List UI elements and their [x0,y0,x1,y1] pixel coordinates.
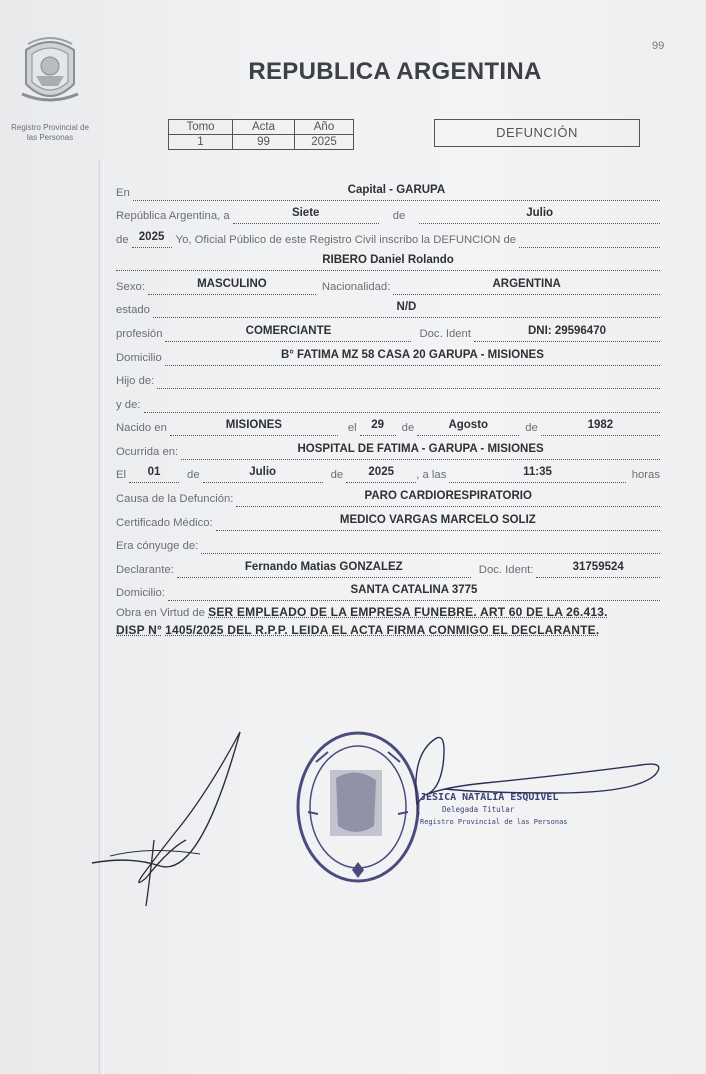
label-profesion: profesión [116,328,163,340]
field-declarante: Fernando Matias GONZALEZ [177,561,471,578]
row-inscripcion [116,227,660,248]
field-def-mes: Julio [203,466,323,483]
field-nacionalidad: ARGENTINA [393,278,660,295]
row-nombre [116,250,660,271]
obra-text2: 1405/2025 DEL R.P.P. LEIDA EL ACTA FIRMA CONMIGO EL DECLARANTE. [165,623,600,637]
register-table [168,119,354,150]
row-y-de [116,392,660,413]
field-certificado: MEDICO VARGAS MARCELO SOLIZ [216,514,660,531]
anio-header: Año [295,120,354,135]
label-sexo: Sexo: [116,281,145,293]
label-conyuge: Era cónyuge de: [116,540,199,552]
row-domicilio-declarante [116,580,660,601]
registry-caption: Registro Provincial de las Personas [11,123,89,142]
row-conyuge [116,533,660,554]
acta-header: Acta [233,120,295,135]
label-de: de [392,210,406,222]
obra-disp-prefix: DISP N° [116,623,162,637]
field-anio: 2025 [132,231,172,248]
provincial-emblem-icon [18,36,82,108]
obra-prefix: Obra en Virtud de [116,607,205,619]
row-estado [116,297,660,318]
field-mes: Julio [419,207,660,224]
field-lugar: Capital - GARUPA [133,184,660,201]
field-domicilio: B° FATIMA MZ 58 CASA 20 GARUPA - MISIONES [165,349,660,366]
declarant-signature [90,728,250,908]
field-nac-anio: 1982 [541,419,660,436]
label-doc-ident: Doc. Ident [419,328,471,340]
row-fecha [116,203,660,224]
label-nacionalidad: Nacionalidad: [321,281,391,293]
label-declarante: Declarante: [116,564,174,576]
label-horas: horas [631,469,660,481]
record-type-box: DEFUNCIÓN [434,119,640,147]
obra-line1 [116,604,676,622]
obra-text1: SER EMPLEADO DE LA EMPRESA FUNEBRE. ART 60 DE LA 26.413. [208,605,608,619]
field-estado: N/D [153,301,660,318]
label-doc-ident2: Doc. Ident: [478,564,534,576]
row-fecha-defuncion [116,462,660,483]
acta-value: 99 [233,135,295,150]
field-sexo: MASCULINO [148,278,316,295]
field-y-de [144,396,661,413]
register-header-row [169,120,354,135]
label-de-def: de [187,469,200,481]
field-blank-inscripcion [519,231,660,248]
field-dia: Siete [233,207,379,224]
row-lugar [116,180,660,201]
label-domicilio: Domicilio [116,352,162,364]
label-en: En [116,187,130,199]
field-declarante-doc: 31759524 [536,561,660,578]
label-causa: Causa de la Defunción: [116,493,234,505]
label-el-cap: El [116,469,127,481]
field-def-hora: 11:35 [449,466,625,483]
field-causa: PARO CARDIORESPIRATORIO [236,490,660,507]
row-nacimiento [116,415,660,436]
label-de-anio: de [116,234,129,246]
row-ocurrida [116,439,660,460]
label-yo-oficial: Yo, Oficial Público de este Registro Civil inscribo la DEFUNCION de [175,234,517,246]
label-de-nac: de [401,422,415,434]
register-value-row [169,135,354,150]
page-title: REPUBLICA ARGENTINA [248,58,542,85]
row-hijo-de [116,368,660,389]
paper-crease-highlight [103,160,104,1074]
label-hijo-de: Hijo de: [116,375,155,387]
row-profesion [116,321,660,342]
label-y-de: y de: [116,399,141,411]
field-conyuge [201,537,660,554]
label-el: el [347,422,357,434]
label-republica: República Argentina, a [116,210,230,222]
field-ocurrida-en: HOSPITAL DE FATIMA - GARUPA - MISIONES [181,443,660,460]
row-sexo [116,274,660,295]
field-declarante-domicilio: SANTA CATALINA 3775 [168,584,660,601]
label-domicilio2: Domicilio: [116,587,165,599]
label-nacido-en: Nacido en [116,422,167,434]
page-number: 99 [652,40,665,52]
row-domicilio [116,345,660,366]
registrar-org: Registro Provincial de las Personas [420,818,568,826]
field-nacido-en: MISIONES [170,419,338,436]
row-declarante [116,557,660,578]
field-def-anio: 2025 [346,466,416,483]
field-nac-dia: 29 [360,419,396,436]
field-def-dia: 01 [129,466,179,483]
field-hijo-de [157,372,660,389]
field-profesion: COMERCIANTE [165,325,411,342]
field-nombre: RIBERO Daniel Rolando [116,254,660,271]
label-ocurrida-en: Ocurrida en: [116,446,179,458]
obra-en-virtud [116,604,676,640]
label-de-def2: de [330,469,344,481]
paper-crease [98,160,100,1074]
row-causa [116,486,660,507]
obra-line2 [116,622,676,640]
registrar-name: JESICA NATALIA ESQUIVEL [420,792,559,803]
label-a-las: , a las [416,469,447,481]
field-nac-mes: Agosto [417,419,519,436]
label-certificado: Certificado Médico: [116,517,213,529]
registrar-role: Delegada Titular [442,805,515,814]
row-certificado [116,510,660,531]
label-estado: estado [116,304,150,316]
field-doc: DNI: 29596470 [474,325,660,342]
anio-value: 2025 [295,135,354,150]
registrar-stamp [420,792,620,828]
label-de-nac2: de [525,422,538,434]
tomo-header: Tomo [169,120,233,135]
tomo-value: 1 [169,135,233,150]
